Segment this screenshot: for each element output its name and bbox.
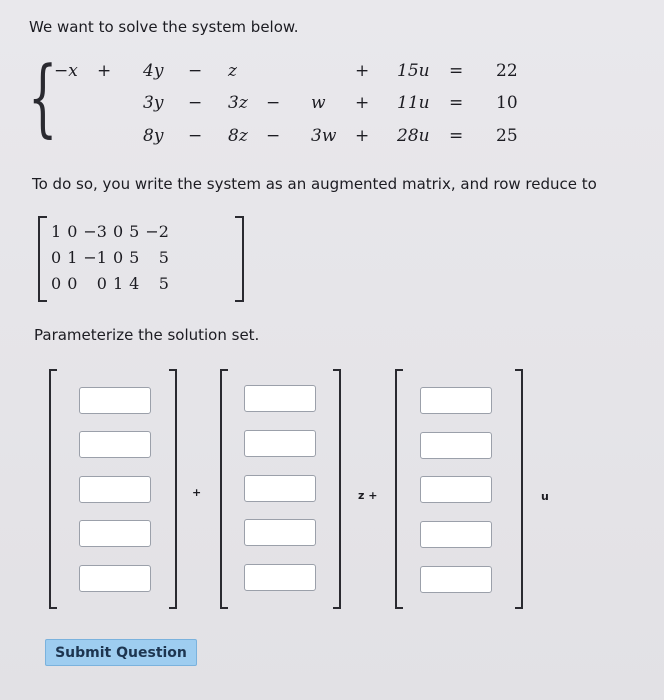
row2-rhs: 10 [496,93,518,113]
row2-y-term: 3y [143,93,164,113]
matrix-cell: 0 [96,273,107,293]
row1-op-2: − [188,61,203,81]
row3-op-3: − [266,126,281,146]
matrix-row [48,270,172,296]
row3-y-term: 8y [143,126,164,146]
row1-rhs: 22 [496,61,518,81]
instruction-text: To do so, you write the system as an augmented matrix, and row reduce to [32,175,597,193]
vector-1-entry-2[interactable] [79,431,151,458]
row1-equals: = [449,61,464,81]
matrix-cell: 0 [51,247,62,267]
vector-3-entry-1[interactable] [420,387,492,414]
matrix-left-bracket [38,216,47,302]
matrix-row [48,218,172,244]
matrix-cell: −3 [83,221,107,241]
row3-equals: = [449,126,464,146]
row3-rhs: 25 [496,126,518,146]
submit-question-button[interactable]: Submit Question [45,639,197,666]
row2-w-term: w [311,93,326,113]
vector-2-entry-4[interactable] [244,519,316,546]
row2-u-term: 11u [397,93,430,113]
vector-2-right-bracket [333,369,341,609]
matrix-cell: 5 [129,221,140,241]
matrix-cell: 5 [129,247,140,267]
matrix-cell: 1 [112,273,124,293]
system-brace: { [28,48,58,146]
matrix-cell: 4 [129,273,140,293]
intro-text: We want to solve the system below. [29,18,299,36]
vector-1-entry-3[interactable] [79,476,151,503]
vector-3-right-bracket [515,369,523,609]
matrix-cell: −2 [145,221,169,241]
augmented-matrix [38,216,244,302]
row1-x-term: −x [54,61,78,81]
matrix-cell: 1 [67,247,78,267]
vector-3-entry-2[interactable] [420,432,492,459]
plus-operator: + [192,486,202,499]
row3-u-term: 28u [397,126,430,146]
matrix-right-bracket [235,216,244,302]
row2-op-2: − [188,93,203,113]
row3-w-term: 3w [311,126,337,146]
vector-2-left-bracket [220,369,228,609]
matrix-cell: −1 [83,247,107,267]
vector-3-left-bracket [395,369,403,609]
row2-z-term: 3z [228,93,248,113]
vector-2-entry-5[interactable] [244,564,316,591]
row1-op-1: + [97,61,112,81]
parameterize-prompt: Parameterize the solution set. [34,326,260,344]
matrix-row [48,244,172,270]
row1-op-4: + [355,61,370,81]
matrix-cell: 0 [112,221,124,241]
vector-3-entry-3[interactable] [420,476,492,503]
row2-op-4: + [355,93,370,113]
row1-y-term: 4y [143,61,164,81]
matrix-table [48,218,172,296]
vector-2-entry-2[interactable] [244,430,316,457]
matrix-cell: 0 [112,247,124,267]
row2-op-3: − [266,93,281,113]
vector-1-entry-4[interactable] [79,520,151,547]
z-variable-label: z + [358,489,378,502]
matrix-cell: 5 [158,273,169,293]
row3-op-2: − [188,126,203,146]
row3-op-4: + [355,126,370,146]
vector-1-left-bracket [49,369,57,609]
row2-equals: = [449,93,464,113]
row1-z-term: z [228,61,237,81]
vector-2-entry-1[interactable] [244,385,316,412]
matrix-cell: 0 [51,273,62,293]
u-variable-label: u [541,490,549,503]
row3-z-term: 8z [228,126,248,146]
matrix-cell: 0 [67,273,78,293]
vector-1-right-bracket [169,369,177,609]
vector-2-entry-3[interactable] [244,475,316,502]
matrix-cell: 0 [67,221,78,241]
vector-3-entry-5[interactable] [420,566,492,593]
row1-u-term: 15u [397,61,430,81]
matrix-cell: 5 [158,247,169,267]
vector-1-entry-1[interactable] [79,387,151,414]
matrix-cell: 1 [51,221,62,241]
vector-3-entry-4[interactable] [420,521,492,548]
vector-1-entry-5[interactable] [79,565,151,592]
